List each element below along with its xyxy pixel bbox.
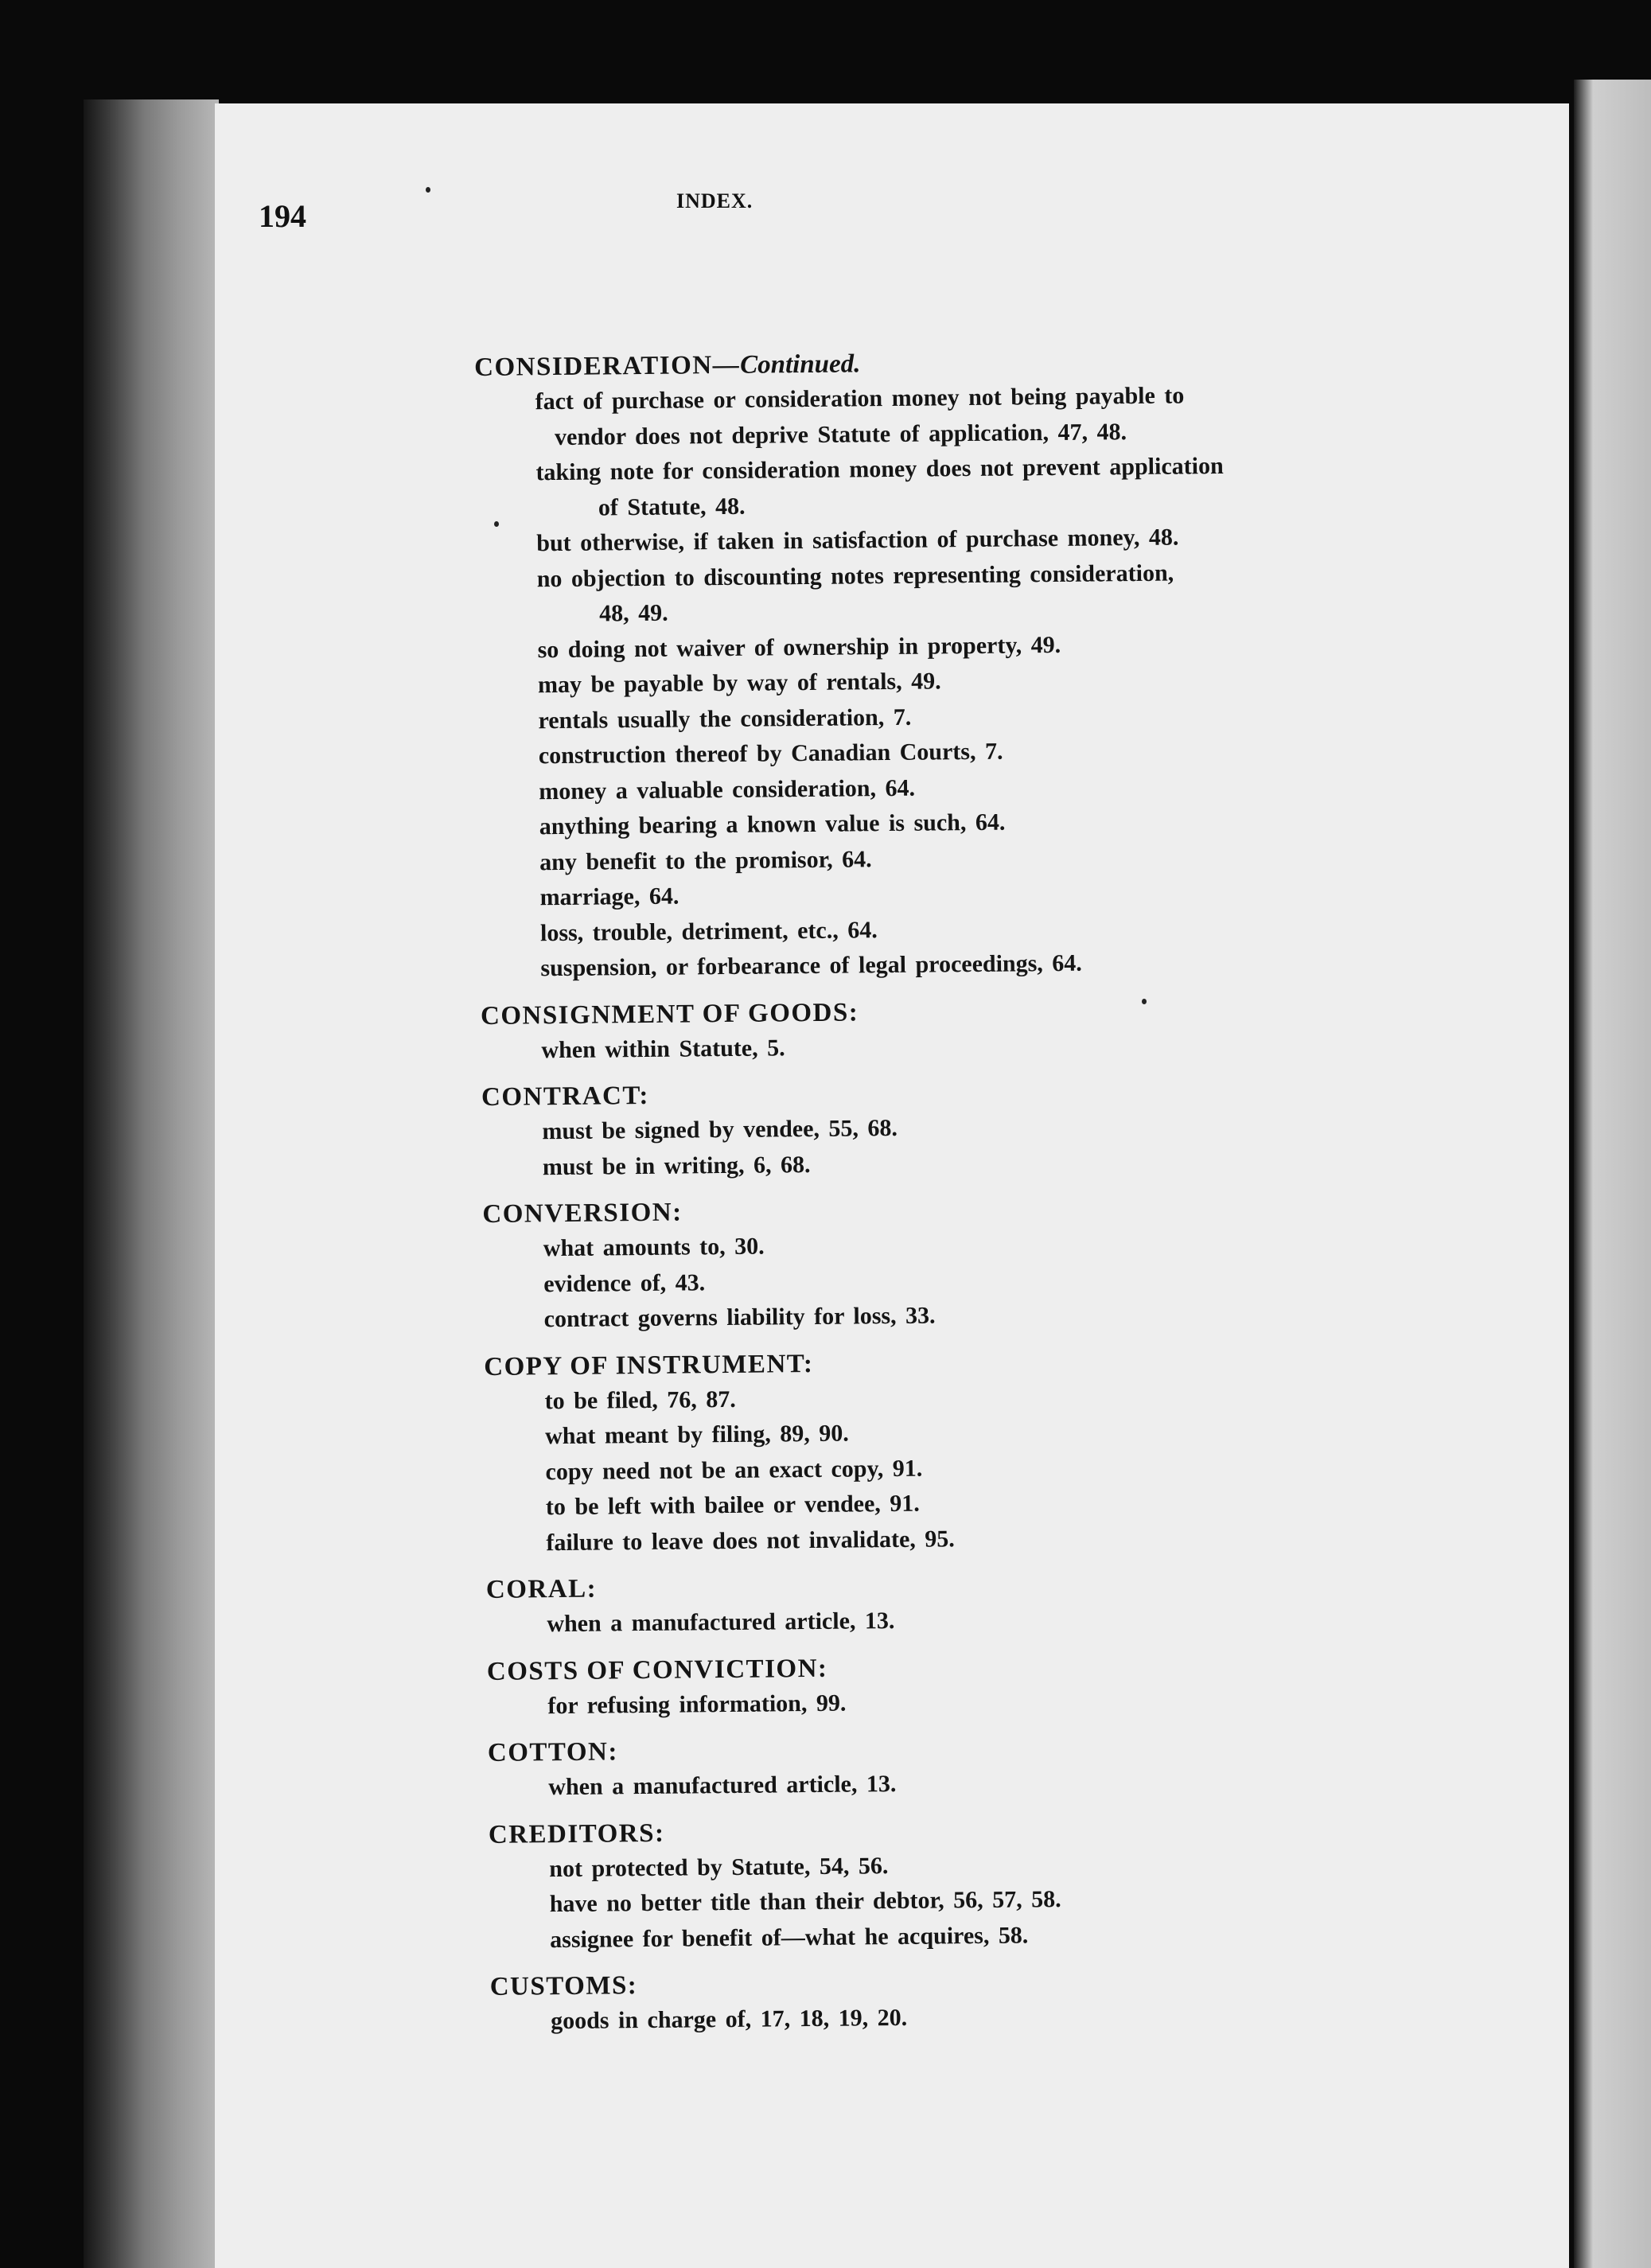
- subentry-line: to be left with bailee or vendee, 91.: [545, 1490, 920, 1521]
- subentry-line: of Statute, 48.: [598, 493, 746, 521]
- index-entry: [490, 1960, 1478, 2040]
- subentry-line: when a manufactured article, 13.: [547, 1607, 895, 1638]
- entry-heading-continued: Continued.: [739, 349, 861, 380]
- entry-heading-text: CUSTOMS:: [489, 1971, 638, 2001]
- subentry-line: may be payable by way of rentals, 49.: [537, 668, 941, 699]
- subentry-line: goods in charge of, 17, 18, 19, 20.: [551, 2004, 908, 2035]
- subentry-line: failure to leave does not invalidate, 95.: [546, 1525, 955, 1556]
- entry-heading-text: COTTON:: [487, 1737, 619, 1767]
- subentry-line: so doing not waiver of ownership in property, 49.: [537, 631, 1061, 663]
- subentry-line: suspension, or forbearance of legal proceedings, 64.: [540, 949, 1082, 982]
- subentry-line: assignee for benefit of—what he acquires, 58.: [550, 1921, 1029, 1953]
- entry-heading-text: CONVERSION:: [482, 1198, 683, 1229]
- index-entry: [488, 1726, 1475, 1806]
- entry-heading-text: CONSIGNMENT OF GOODS:: [480, 997, 859, 1031]
- index-entry: [481, 989, 1468, 1069]
- entry-heading-text: CONTRACT:: [481, 1081, 650, 1112]
- subentry-line: taking note for consideration money does not prevent application: [535, 452, 1224, 486]
- index-entry: [484, 1340, 1473, 1561]
- subentry-line: fact of purchase or consideration money not being payable to: [535, 382, 1185, 415]
- index-entry: [482, 1187, 1470, 1338]
- subentry-line: anything bearing a known value is such, 64.: [539, 809, 1006, 840]
- subentry-line: money a valuable consideration, 64.: [539, 774, 916, 805]
- entry-heading-text: COPY OF INSTRUMENT:: [484, 1349, 814, 1381]
- entry-heading-text: CONSIDERATION—: [474, 350, 741, 382]
- index-content: [474, 341, 1477, 2051]
- entry-heading-text: CORAL:: [485, 1574, 598, 1604]
- subentry-line: when a manufactured article, 13.: [548, 1770, 897, 1801]
- subentry-line: must be signed by vendee, 55, 68.: [542, 1114, 898, 1145]
- subentry-line: must be in writing, 6, 68.: [542, 1151, 811, 1180]
- running-head: INDEX.: [676, 189, 753, 212]
- subentry-line: what amounts to, 30.: [543, 1233, 765, 1262]
- index-entry: [486, 1563, 1474, 1643]
- index-entry: [487, 1645, 1474, 1724]
- subentry-line: rentals usually the consideration, 7.: [538, 703, 912, 734]
- subentry-line: have no better title than their debtor, 56, 57, 58.: [549, 1886, 1061, 1918]
- subentry-line: contract governs liability for loss, 33.: [543, 1302, 936, 1333]
- index-entry: [474, 341, 1467, 987]
- subentry-line: not protected by Statute, 54, 56.: [549, 1852, 889, 1882]
- subentry-line: when within Statute, 5.: [541, 1034, 785, 1063]
- subentry-line: 48, 49.: [599, 599, 668, 627]
- subentry-line: to be filed, 76, 87.: [544, 1385, 736, 1414]
- entry-heading-text: CREDITORS:: [488, 1818, 665, 1849]
- subentry-line: any benefit to the promisor, 64.: [539, 845, 872, 875]
- subentry-line: no objection to discounting notes representing consideration,: [536, 559, 1174, 592]
- subentry-line: loss, trouble, detriment, etc., 64.: [539, 916, 878, 946]
- index-entry: [489, 1808, 1477, 1958]
- subentry-line: vendor does not deprive Statute of application, 47, 48.: [554, 418, 1127, 450]
- subentry-line: construction thereof by Canadian Courts, 7.: [538, 738, 1003, 770]
- book-page-edges: [84, 99, 219, 2268]
- index-entry: [481, 1070, 1469, 1186]
- subentry-line: what meant by filing, 89, 90.: [544, 1420, 849, 1450]
- subentry-line: for refusing information, 99.: [547, 1689, 847, 1719]
- subentry-line: copy need not be an exact copy, 91.: [545, 1455, 923, 1485]
- speck-mark: [426, 187, 430, 193]
- entry-heading-text: COSTS OF CONVICTION:: [486, 1654, 828, 1686]
- subentry-line: but otherwise, if taken in satisfaction of purchase money, 48.: [536, 524, 1179, 557]
- page-number: 194: [259, 198, 306, 234]
- facing-page-edge: [1574, 80, 1651, 2268]
- subentry-line: evidence of, 43.: [543, 1268, 706, 1297]
- subentry-line: marriage, 64.: [539, 883, 679, 911]
